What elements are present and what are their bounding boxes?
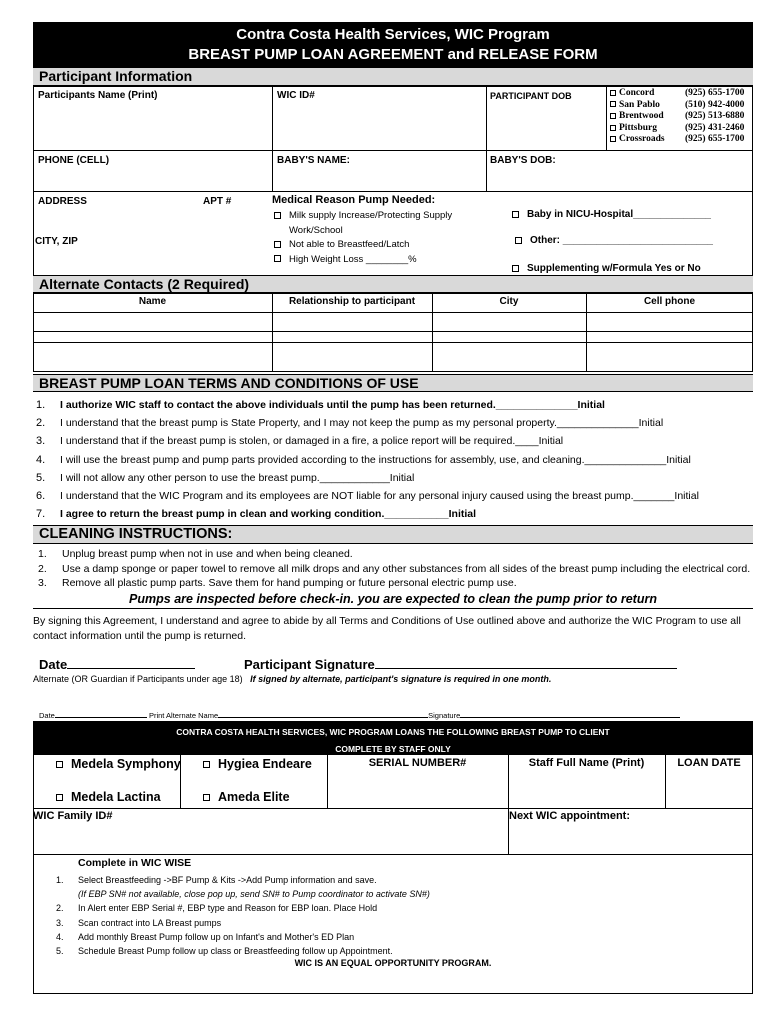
city-zip-label: CITY, ZIP xyxy=(35,236,78,247)
phone-label: PHONE (CELL) xyxy=(38,155,110,166)
alternate-note: Alternate (OR Guardian if Participants under age 18) If signed by alternate, participant's signature is required in one month. xyxy=(33,674,552,684)
baby-dob-label: BABY'S DOB: xyxy=(490,155,556,166)
wic-wise-step: 4. Add monthly Breast Pump follow up on Infant's and Mother's ED Plan xyxy=(56,931,355,942)
agreement-text: By signing this Agreement, I understand and agree to abide by all Terms and Conditions of Use outlined above and authorize the WIC Program to use all contact information until the pump is returned. xyxy=(33,615,741,642)
medical-reason-list xyxy=(274,209,452,267)
term-item: 7. I agree to return the breast pump in clean and working condition.___________Initial xyxy=(36,508,477,521)
loan-date-label: LOAN DATE xyxy=(677,757,741,769)
pump-option[interactable]: Ameda Elite xyxy=(203,790,290,804)
term-item: 4. I will use the breast pump and pump parts provided according to the instructions for assembly, use, and cleaning.______________Initial xyxy=(36,453,691,466)
form-title: BREAST PUMP LOAN AGREEMENT and RELEASE FORM xyxy=(188,46,598,63)
col-cell-phone: Cell phone xyxy=(643,296,696,307)
address-label: ADDRESS xyxy=(38,196,87,207)
office-list: Concord (925) 655-1700 San Pablo (510) 942-4000 Brentwood (925) 513-6880 Pittsburg (925) 431-2460 Crossroads (925) 655-1700 xyxy=(610,88,744,146)
pump-option[interactable]: Medela Lactina xyxy=(56,790,161,804)
equal-opportunity-footer: WIC IS AN EQUAL OPPORTUNITY PROGRAM. xyxy=(294,958,492,968)
staff-banner: CONTRA COSTA HEALTH SERVICES, WIC PROGRAM LOANS THE FOLLOWING BREAST PUMP TO CLIENT COMPLETE BY STAFF ONLY xyxy=(33,721,753,754)
cleaning-item: 2. Use a damp sponge or paper towel to remove all milk drops and any other substances from all sides of the breast pump including the electrical cord. xyxy=(38,562,751,575)
nicu-option[interactable]: Baby in NICU-Hospital______________ xyxy=(512,209,711,220)
medical-reason-item[interactable]: High Weight Loss ________% xyxy=(274,253,452,268)
medical-reason-title: Medical Reason Pump Needed: xyxy=(272,194,436,206)
wic-wise-step: 5. Schedule Breast Pump follow up class or Breastfeeding follow up Appointment. xyxy=(56,946,393,957)
other-option[interactable]: Other: ___________________________ xyxy=(515,235,713,246)
apt-label: APT # xyxy=(203,196,232,207)
org-title: Contra Costa Health Services, WIC Program xyxy=(236,26,550,43)
col-name: Name xyxy=(138,296,167,307)
cleaning-list xyxy=(38,547,750,591)
supplementing-option[interactable]: Supplementing w/Formula Yes or No xyxy=(512,263,701,274)
baby-name-label: BABY'S NAME: xyxy=(277,155,350,166)
wic-id-label: WIC ID# xyxy=(277,90,315,101)
alternate-signature-row[interactable]: Date Print Alternate Name Signature xyxy=(39,710,680,720)
wic-wise-step: (If EBP SN# not available, close pop up, send SN# to Pump coordinator to activate SN#) xyxy=(78,889,430,900)
col-relationship: Relationship to participant xyxy=(288,296,416,307)
medical-reason-item[interactable]: Work/School xyxy=(289,224,343,236)
term-item: 1. I authorize WIC staff to contact the above individuals until the pump has been returned.______________Initial xyxy=(36,399,605,411)
medical-reason-item[interactable]: Milk supply Increase/Protecting Supply xyxy=(274,209,452,224)
cleaning-item: 3. Remove all plastic pump parts. Save them for hand pumping or future personal electric pump use. xyxy=(38,577,517,589)
form-header xyxy=(33,22,753,67)
cleaning-note: Pumps are inspected before check-in. you are expected to clean the pump prior to return xyxy=(129,592,657,606)
col-city: City xyxy=(499,296,519,307)
pump-option[interactable]: Medela Symphony xyxy=(56,757,181,771)
cleaning-item: 1. Unplug breast pump when not in use and when being cleaned. xyxy=(38,548,353,560)
section-terms: BREAST PUMP LOAN TERMS AND CONDITIONS OF USE xyxy=(33,374,753,392)
participant-name-label: Participants Name (Print) xyxy=(38,90,158,101)
section-participant-info: Participant Information xyxy=(33,67,753,86)
term-item: 6. I understand that the WIC Program and its employees are NOT liable for any personal injury caused using the breast pump._______Initial xyxy=(36,490,699,503)
wic-wise-steps xyxy=(56,873,430,958)
wic-wise-step: 2. In Alert enter EBP Serial #, EBP type and Reason for EBP loan. Place Hold xyxy=(56,903,378,914)
wic-wise-title: Complete in WIC WISE xyxy=(78,857,192,869)
section-alternate-contacts: Alternate Contacts (2 Required) xyxy=(33,275,753,293)
family-id-label: WIC Family ID# xyxy=(33,810,113,822)
participant-signature-field[interactable]: Participant Signature xyxy=(244,657,677,672)
wic-wise-step: 3. Scan contract into LA Breast pumps xyxy=(56,917,222,928)
date-field[interactable]: Date xyxy=(39,657,195,672)
serial-number-label: SERIAL NUMBER# xyxy=(368,757,467,769)
wic-wise-step: 1. Select Breastfeeding ->BF Pump & Kits ->Add Pump information and save. xyxy=(56,875,377,885)
term-item: 3. I understand that if the breast pump is stolen, or damaged in a fire, a police report will be required.____Initial xyxy=(36,435,564,448)
term-item: 2. I understand that the breast pump is State Property, and I may not keep the pump as my personal property.______________Initial xyxy=(36,417,664,430)
section-cleaning: CLEANING INSTRUCTIONS: xyxy=(33,525,753,544)
term-item: 5. I will not allow any other person to use the breast pump.____________Initial xyxy=(36,471,415,484)
terms-list xyxy=(36,396,699,523)
next-appointment-label: Next WIC appointment: xyxy=(509,810,630,822)
medical-reason-item[interactable]: Not able to Breastfeed/Latch xyxy=(274,238,452,253)
participant-dob-label: PARTICIPANT DOB xyxy=(490,91,572,101)
staff-name-label: Staff Full Name (Print) xyxy=(528,757,645,769)
pump-option[interactable]: Hygiea Endeare xyxy=(203,757,312,771)
